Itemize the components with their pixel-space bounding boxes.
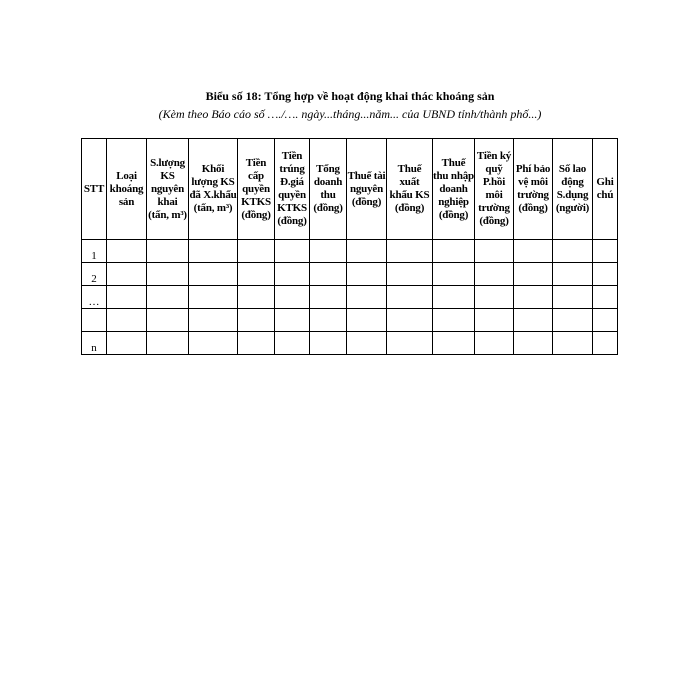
table-cell bbox=[347, 309, 387, 332]
table-cell bbox=[475, 309, 514, 332]
table-row bbox=[82, 332, 618, 355]
table-cell bbox=[514, 332, 553, 355]
table-cell bbox=[347, 240, 387, 263]
column-header-resource-tax: Thuế tài nguyên (đồng) bbox=[347, 139, 387, 240]
table-cell bbox=[310, 286, 347, 309]
row-number: … bbox=[82, 286, 107, 309]
page-title: Biểu số 18: Tổng hợp về hoạt động khai thác khoáng sản bbox=[205, 89, 495, 103]
table-row bbox=[82, 263, 618, 286]
table-cell bbox=[553, 332, 593, 355]
column-header-raw-quantity: S.lượng KS nguyên khai (tấn, m³) bbox=[147, 139, 189, 240]
table-body bbox=[82, 240, 618, 355]
table-cell bbox=[514, 286, 553, 309]
table-cell bbox=[514, 309, 553, 332]
table-row bbox=[82, 286, 618, 309]
table-cell bbox=[387, 263, 433, 286]
table-cell bbox=[593, 309, 618, 332]
table-cell bbox=[433, 286, 475, 309]
table-cell bbox=[475, 332, 514, 355]
page-subtitle: (Kèm theo Báo cáo số …./…. ngày...tháng...năm... của UBND tỉnh/thành phố...) bbox=[158, 107, 542, 121]
table-cell bbox=[238, 332, 275, 355]
table-row bbox=[82, 240, 618, 263]
row-number: 1 bbox=[82, 240, 107, 263]
table-cell bbox=[347, 263, 387, 286]
column-header-auction-fee: Tiền trúng Đ.giá quyền KTKS (đồng) bbox=[275, 139, 310, 240]
table-cell bbox=[593, 263, 618, 286]
table-cell bbox=[433, 332, 475, 355]
table-cell bbox=[310, 309, 347, 332]
column-header-notes: Ghi chú bbox=[593, 139, 618, 240]
table-cell bbox=[147, 332, 189, 355]
table-row bbox=[82, 309, 618, 332]
table-cell bbox=[189, 309, 238, 332]
table-cell bbox=[107, 240, 147, 263]
table-cell bbox=[433, 240, 475, 263]
column-header-corporate-tax: Thuế thu nhập doanh nghiệp (đồng) bbox=[433, 139, 475, 240]
table-cell bbox=[189, 240, 238, 263]
table-cell bbox=[475, 286, 514, 309]
table-cell bbox=[275, 286, 310, 309]
table-cell bbox=[189, 286, 238, 309]
table-cell bbox=[433, 309, 475, 332]
table-cell bbox=[275, 263, 310, 286]
column-header-license-fee: Tiền cấp quyền KTKS (đồng) bbox=[238, 139, 275, 240]
table-cell bbox=[387, 286, 433, 309]
table-cell bbox=[238, 309, 275, 332]
table-cell bbox=[347, 286, 387, 309]
table-cell bbox=[475, 240, 514, 263]
table-cell bbox=[553, 286, 593, 309]
table-cell bbox=[238, 286, 275, 309]
table-cell bbox=[147, 309, 189, 332]
table-cell bbox=[147, 286, 189, 309]
row-number bbox=[82, 309, 107, 332]
table-cell bbox=[387, 240, 433, 263]
table-cell bbox=[275, 332, 310, 355]
table-cell bbox=[107, 332, 147, 355]
table-cell bbox=[433, 263, 475, 286]
table-cell bbox=[310, 240, 347, 263]
table-cell bbox=[387, 309, 433, 332]
table-cell bbox=[238, 240, 275, 263]
column-header-labor-count: Số lao động S.dụng (người) bbox=[553, 139, 593, 240]
table-cell bbox=[189, 332, 238, 355]
table-cell bbox=[514, 263, 553, 286]
table-cell bbox=[593, 240, 618, 263]
row-number: n bbox=[82, 332, 107, 355]
table-cell bbox=[593, 286, 618, 309]
column-header-export-tax: Thuế xuất khẩu KS (đồng) bbox=[387, 139, 433, 240]
column-header-stt: STT bbox=[82, 139, 107, 240]
table-cell bbox=[475, 263, 514, 286]
table-cell bbox=[387, 332, 433, 355]
report-table bbox=[81, 138, 618, 355]
table-cell bbox=[107, 286, 147, 309]
table-cell bbox=[310, 332, 347, 355]
table-cell bbox=[553, 263, 593, 286]
table-cell bbox=[147, 240, 189, 263]
table-cell bbox=[189, 263, 238, 286]
column-header-env-fee: Phí bảo vệ môi trường (đồng) bbox=[514, 139, 553, 240]
column-header-env-deposit: Tiền ký quỹ P.hồi môi trường (đồng) bbox=[475, 139, 514, 240]
row-number: 2 bbox=[82, 263, 107, 286]
table-cell bbox=[107, 309, 147, 332]
column-header-total-revenue: Tổng doanh thu (đồng) bbox=[310, 139, 347, 240]
table-cell bbox=[553, 309, 593, 332]
table-cell bbox=[593, 332, 618, 355]
table-cell bbox=[238, 263, 275, 286]
table-cell bbox=[107, 263, 147, 286]
table-cell bbox=[514, 240, 553, 263]
table-cell bbox=[553, 240, 593, 263]
column-header-mineral-type: Loại khoáng sản bbox=[107, 139, 147, 240]
table-cell bbox=[275, 240, 310, 263]
table-cell bbox=[147, 263, 189, 286]
table-cell bbox=[347, 332, 387, 355]
table-cell bbox=[310, 263, 347, 286]
column-header-exploited-volume: Khối lượng KS đã X.khẩu (tấn, m³) bbox=[189, 139, 238, 240]
table-cell bbox=[275, 309, 310, 332]
table-header-row bbox=[82, 139, 618, 240]
